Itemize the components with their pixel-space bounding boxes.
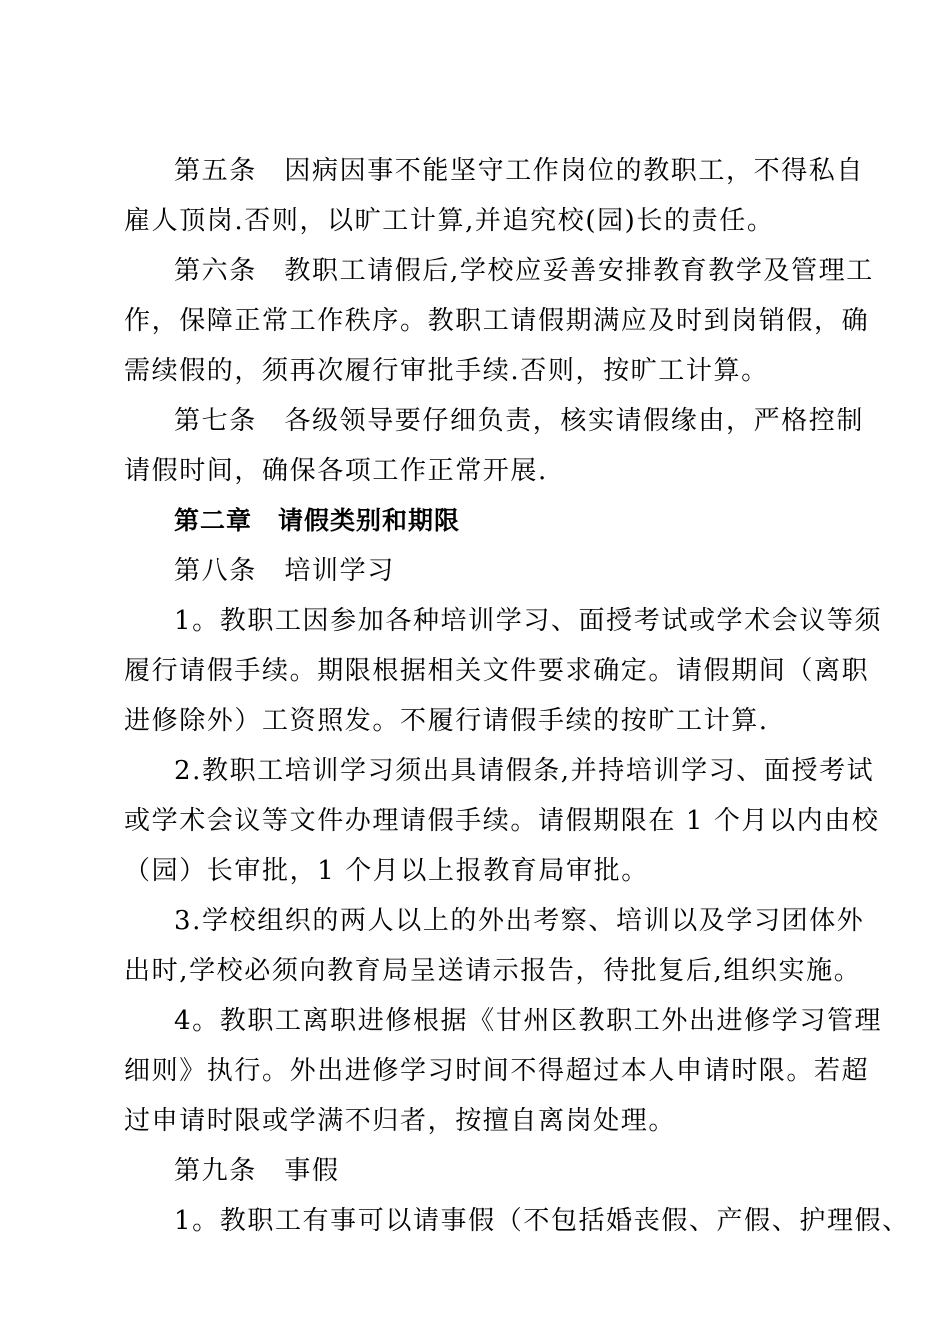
article-8-item-3-line-1: 3.学校组织的两人以上的外出考察、培训以及学习团体外 [174,906,865,936]
article-5-line-2: 雇人顶岗.否则，以旷工计算,并追究校(园)长的责任。 [124,206,775,236]
article-8-item-2-line-1: 2.教职工培训学习须出具请假条,并持培训学习、面授考试 [174,756,875,786]
article-8-item-1-line-2: 履行请假手续。期限根据相关文件要求确定。请假期间（离职 [124,656,870,686]
article-9-item-1-line-1: 1。教职工有事可以请事假（不包括婚丧假、产假、护理假、 [174,1206,910,1236]
article-6-line-3: 需续假的，须再次履行审批手续.否则，按旷工计算。 [124,356,769,386]
article-6-line-1: 第六条 教职工请假后,学校应妥善安排教育教学及管理工 [174,256,874,286]
article-7-line-1: 第七条 各级领导要仔细负责，核实请假缘由，严格控制 [174,406,865,436]
article-8-item-2-line-3: （园）长审批，1 个月以上报教育局审批。 [124,856,649,886]
article-6-line-2: 作，保障正常工作秩序。教职工请假期满应及时到岗销假，确 [124,306,870,336]
article-8-item-3-line-2: 出时,学校必须向教育局呈送请示报告，待批复后,组织实施。 [124,956,862,986]
article-7-line-2: 请假时间，确保各项工作正常开展. [124,456,548,486]
article-8-item-1-line-1: 1。教职工因参加各种培训学习、面授考试或学术会议等须 [174,606,883,636]
article-8-item-4-line-3: 过申请时限或学满不归者，按擅自离岗处理。 [124,1106,677,1136]
article-8-item-4-line-2: 细则》执行。外出进修学习时间不得超过本人申请时限。若超 [124,1056,870,1086]
article-8-item-1-line-3: 进修除外）工资照发。不履行请假手续的按旷工计算. [124,706,769,736]
article-5-line-1: 第五条 因病因事不能坚守工作岗位的教职工，不得私自 [174,156,865,186]
article-9-title: 第九条 事假 [174,1156,340,1186]
chapter-2-heading: 第二章 请假类别和期限 [174,506,461,535]
article-8-item-2-line-2: 或学术会议等文件办理请假手续。请假期限在 1 个月以内由校 [124,806,880,836]
article-8-title: 第八条 培训学习 [174,556,395,586]
article-8-item-4-line-1: 4。教职工离职进修根据《甘州区教职工外出进修学习管理 [174,1006,883,1036]
